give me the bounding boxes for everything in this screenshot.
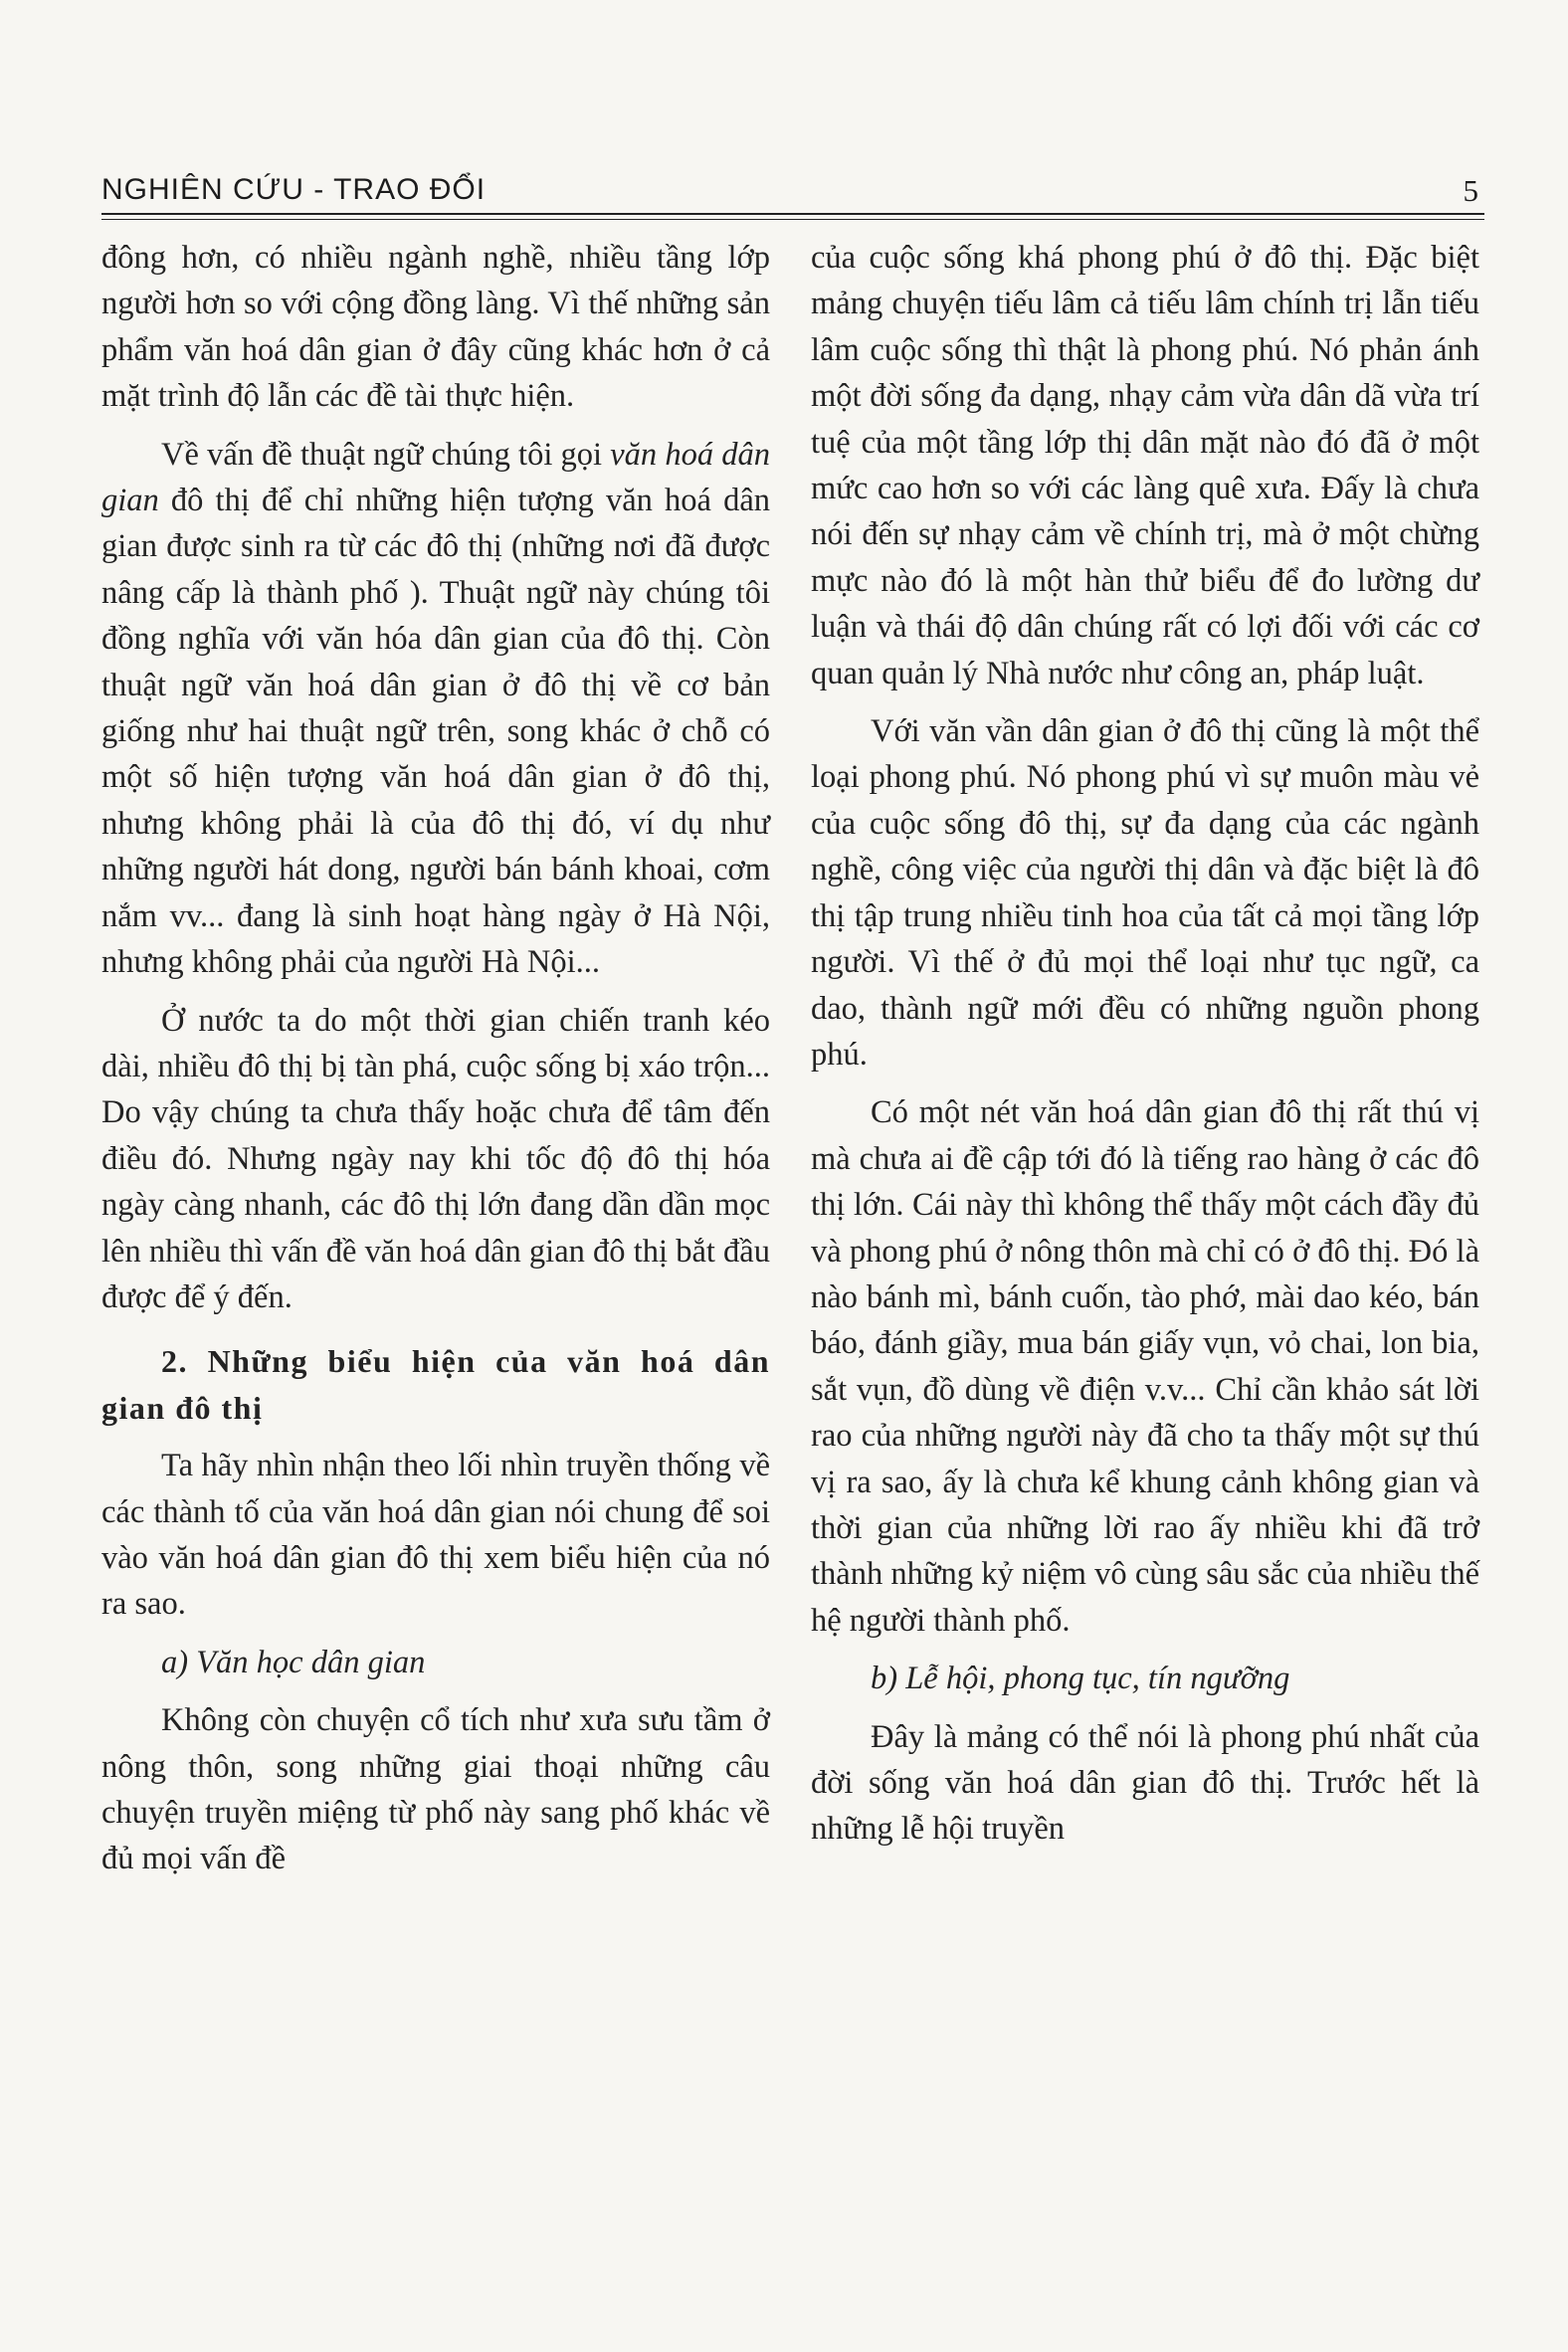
running-header: [101, 159, 1484, 215]
section-heading: 2. Những biểu hiện của văn hoá dân gian đô thị: [101, 1343, 770, 1426]
paragraph: đông hơn, có nhiều ngành nghề, nhiều tầng lớp người hơn so với cộng đồng làng. Vì thế những sản phẩm văn hoá dân gian ở đây cũng khác hơn ở cả mặt trình độ lẫn các đề tài thực hiện.: [101, 240, 770, 415]
subsection-heading: b) Lễ hội, phong tục, tín ngưỡng: [871, 1661, 1290, 1697]
right-column: [811, 235, 1479, 1853]
header-rule-thin: [101, 219, 1484, 220]
journal-page: [101, 159, 1484, 2268]
left-column: [101, 235, 770, 1882]
subsection-heading: a) Văn học dân gian: [161, 1644, 426, 1680]
italic-term: văn hoá dân gian: [101, 436, 771, 519]
header-rule-thick: [101, 213, 1484, 215]
paragraph: của cuộc sống khá phong phú ở đô thị. Đặc biệt mảng chuyện tiếu lâm cả tiếu lâm chính trị lẫn tiếu lâm cuộc sống thì thật là phong phú. Nó phản ánh một đời sống đa dạng, nhạy cảm vừa dân dã vừa trí tuệ của một tầng lớp thị dân mặt nào đó đã ở một mức cao hơn so với các làng quê xưa. Đấy là chưa nói đến sự nhạy cảm về chính trị, mà ở một chừng mực nào đó là một hàn thử biểu để đo lường dư luận và thái độ dân chúng rất có lợi đối với các cơ quan quản lý Nhà nước như công an, pháp luật.: [811, 240, 1479, 691]
paragraph: Đây là mảng có thể nói là phong phú nhất của đời sống văn hoá dân gian đô thị. Trước hết là những lễ hội truyền: [811, 1718, 1479, 1848]
journal-section-title: NGHIÊN CỨU - TRAO ĐỔI: [101, 173, 487, 206]
paragraph: [101, 432, 770, 986]
paragraph-text: đô thị để chỉ những hiện tượng văn hoá dân gian được sinh ra từ các đô thị (những nơi đã được nâng cấp là thành phố ). Thuật ngữ này chúng tôi đồng nghĩa với văn hóa dân gian của đô thị. Còn thuật ngữ văn hoá dân gian ở đô thị về cơ bản giống như hai thuật ngữ trên, song khác ở chỗ có một số hiện tượng văn hoá dân gian ở đô thị, nhưng không phải là của đô thị đó, ví dụ như những người hát dong, người bán bánh khoai, cơm nắm vv... đang là sinh hoạt hàng ngày ở Hà Nội, nhưng không phải của người Hà Nội...: [101, 483, 770, 981]
paragraph-text: Về vấn đề thuật ngữ chúng tôi gọi: [161, 436, 611, 473]
page-number: 5: [1463, 173, 1478, 208]
paragraph: Ở nước ta do một thời gian chiến tranh kéo dài, nhiều đô thị bị tàn phá, cuộc sống bị xáo trộn... Do vậy chúng ta chưa thấy hoặc chưa để tâm đến điều đó. Nhưng ngày nay khi tốc độ đô thị hóa ngày càng nhanh, các đô thị lớn đang dần dần mọc lên nhiều thì vấn đề văn hoá dân gian đô thị bắt đầu được để ý đến.: [101, 1002, 770, 1315]
paragraph: Có một nét văn hoá dân gian đô thị rất thú vị mà chưa ai đề cập tới đó là tiếng rao hàng ở các đô thị lớn. Cái này thì không thể thấy một cách đầy đủ và phong phú ở nông thôn mà chỉ có ở đô thị. Đó là nào bánh mì, bánh cuốn, tào phớ, mài dao kéo, bán báo, đánh giầy, mua bán giấy vụn, vỏ chai, lon bia, sắt vụn, đồ dùng về điện v.v... Chỉ cần khảo sát lời rao của những người này đã cho ta thấy một sự thú vị ra sao, ấy là chưa kể khung cảnh không gian và thời gian của những lời rao ấy nhiều khi đã trở thành những kỷ niệm vô cùng sâu sắc của nhiều thế hệ người thành phố.: [811, 1094, 1479, 1639]
paragraph: Ta hãy nhìn nhận theo lối nhìn truyền thống về các thành tố của văn hoá dân gian nói chung để soi vào văn hoá dân gian đô thị xem biểu hiện của nó ra sao.: [101, 1448, 770, 1623]
paragraph: Với văn vần dân gian ở đô thị cũng là một thể loại phong phú. Nó phong phú vì sự muôn màu vẻ của cuộc sống đô thị, sự đa dạng của các ngành nghề, công việc của người thị dân và đặc biệt là đô thị tập trung nhiều tinh hoa của tất cả mọi tầng lớp người. Vì thế ở đủ mọi thể loại như tục ngữ, ca dao, thành ngữ mới đều có những nguồn phong phú.: [811, 713, 1479, 1073]
paragraph: Không còn chuyện cổ tích như xưa sưu tầm ở nông thôn, song những giai thoại những câu chuyện truyền miệng từ phố này sang phố khác về đủ mọi vấn đề: [101, 1702, 770, 1877]
